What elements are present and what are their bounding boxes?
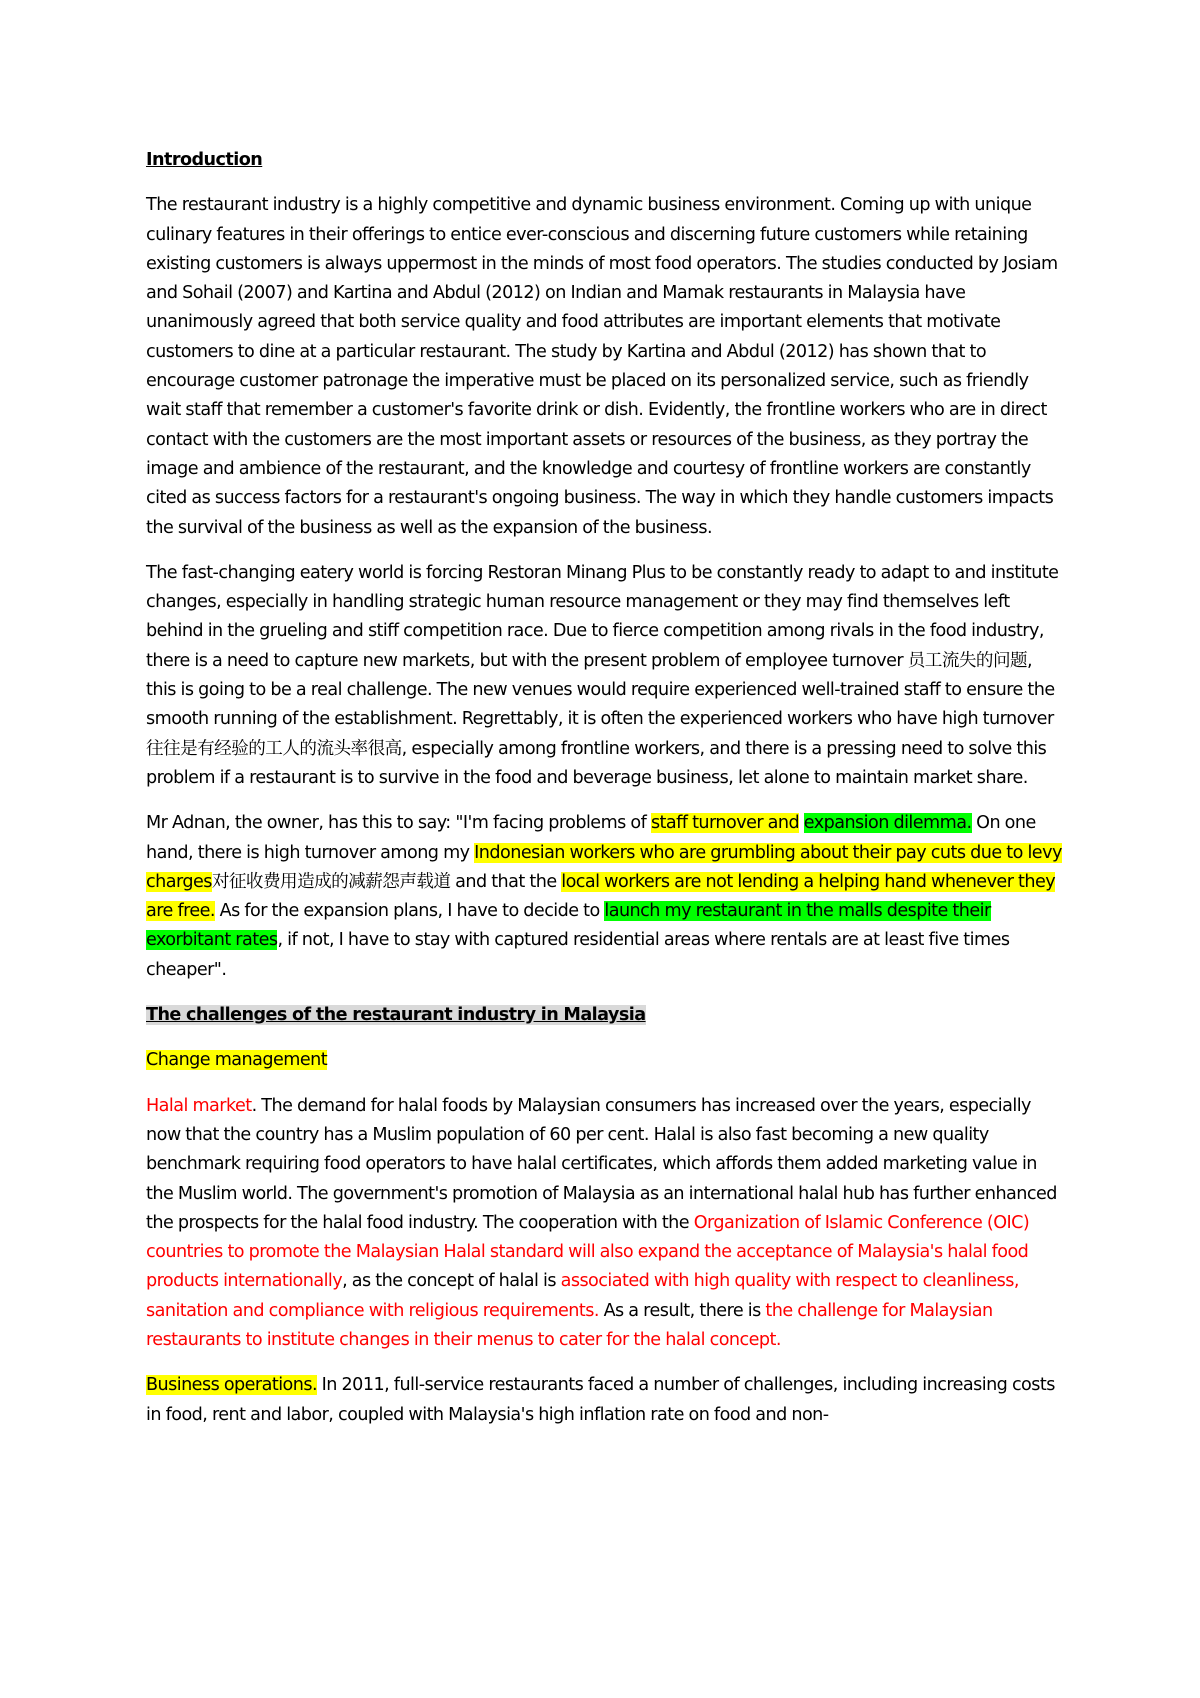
subheading-change-management <box>146 1046 1066 1075</box>
business-text-b: In 2011, full-service restaurants faced a number of challenges, including increasing costs in food, rent and labor, coupled with Malaysia's high inflation rate on food and non- <box>146 1375 1055 1425</box>
red-text-oic: Organization of Islamic Conference (OIC) countries to promote the Malaysian Halal standard will also expand the acceptance of Malaysia's halal food products internationally <box>146 1212 1030 1292</box>
highlight-staff-turnover: staff turnover and <box>650 813 800 834</box>
quote-text-j: As for the expansion plans, I have to decide to <box>214 901 605 922</box>
highlight-local-workers: local workers are not lending a helping hand whenever they are free. <box>146 871 1056 922</box>
quote-text-a: Mr Adnan, the owner, has this to say: "I'm facing problems of <box>146 813 651 834</box>
highlight-indonesian-workers: Indonesian workers who are grumbling about their pay cuts due to levy charges <box>146 842 1062 892</box>
section-heading-challenges <box>146 1001 1066 1030</box>
document-body <box>146 146 1066 1446</box>
section-heading-introduction <box>146 146 1066 175</box>
quote-text-l: , if not, I have to stay with captured residential areas where rentals are at least five times cheaper". <box>146 930 1010 980</box>
highlight-business-operations: Business operations. <box>146 1375 318 1396</box>
red-text-challenge: the challenge for Malaysian restaurants to institute changes in their menus to cater for the halal concept. <box>146 1300 993 1350</box>
quote-text-h: and that the <box>450 871 562 892</box>
heading-text: The challenges of the restaurant industry in Malaysia <box>146 1005 646 1026</box>
paragraph-halal-market <box>146 1092 1066 1356</box>
halal-text-f: As a result, there is <box>598 1300 766 1321</box>
paragraph-intro-1: The restaurant industry is a highly competitive and dynamic business environment. Coming up with unique culinary features in their offerings to entice ever-conscious and discerning future customers while retaining existing customers is always uppermost in the minds of most food operators. The studies conducted by Josiam and Sohail (2007) and Kartina and Abdul (2012) on Indian and Mamak restaurants in Malaysia have unanimously agreed that both service quality and food attributes are important elements that motivate customers to dine at a particular restaurant. The study by Kartina and Abdul (2012) has shown that to encourage customer patronage the imperative must be placed on its personalized service, such as friendly wait staff that remember a customer's favorite drink or dish. Evidently, the frontline workers who are in direct contact with the customers are the most important assets or resources of the business, as they portray the image and ambience of the restaurant, and the knowledge and courtesy of frontline workers are constantly cited as success factors for a restaurant's ongoing business. The way in which they handle customers impacts the survival of the business as well as the expansion of the business. <box>146 195 1058 538</box>
highlight-expansion-dilemma: expansion dilemma. <box>803 813 972 834</box>
heading-text: Introduction <box>146 150 263 170</box>
chinese-note-levy: 对征收费用造成的减薪怨声载道 <box>211 871 451 892</box>
highlight-launch-malls: launch my restaurant in the malls despite their exorbitant rates <box>146 901 991 951</box>
red-text-halal-market: Halal market <box>146 1095 252 1116</box>
quote-text-e: On one hand, there is high turnover among my <box>146 813 1036 863</box>
halal-text-d: , as the concept of halal is <box>342 1271 561 1292</box>
paragraph-owner-quote <box>146 809 1066 985</box>
paragraph-intro-2: The fast-changing eatery world is forcing Restoran Minang Plus to be constantly ready to adapt to and institute changes, especially in handling strategic human resource management or they may find themselves left behind in the grueling and stiff competition race. Due to fierce competition among rivals in the food industry, there is a need to capture new markets, but with the present problem of employee turnover 员工流失的问题, this is going to be a real challenge. The new venues would require experienced well-trained staff to ensure the smooth running of the establishment. Regrettably, it is often the experienced workers who have high turnover 往往是有经验的工人的流头率很高, especially among frontline workers, and there is a pressing need to solve this problem if a restaurant is to survive in the food and beverage business, let alone to maintain market share. <box>146 562 1059 788</box>
halal-text-b: . The demand for halal foods by Malaysian consumers has increased over the years, especially now that the country has a Muslim population of 60 per cent. Halal is also fast becoming a new quality benchmark requiring food operators to have halal certificates, which affords them added marketing value in the Muslim world. The government's promotion of Malaysia as an international halal hub has further enhanced the prospects for the halal food industry. The cooperation with the <box>146 1095 1057 1233</box>
highlight-change-management: Change management <box>146 1050 328 1071</box>
paragraph-business-operations <box>146 1371 1066 1430</box>
red-text-quality: associated with high quality with respect to cleanliness, sanitation and compliance with religious requirements. <box>146 1271 1019 1321</box>
